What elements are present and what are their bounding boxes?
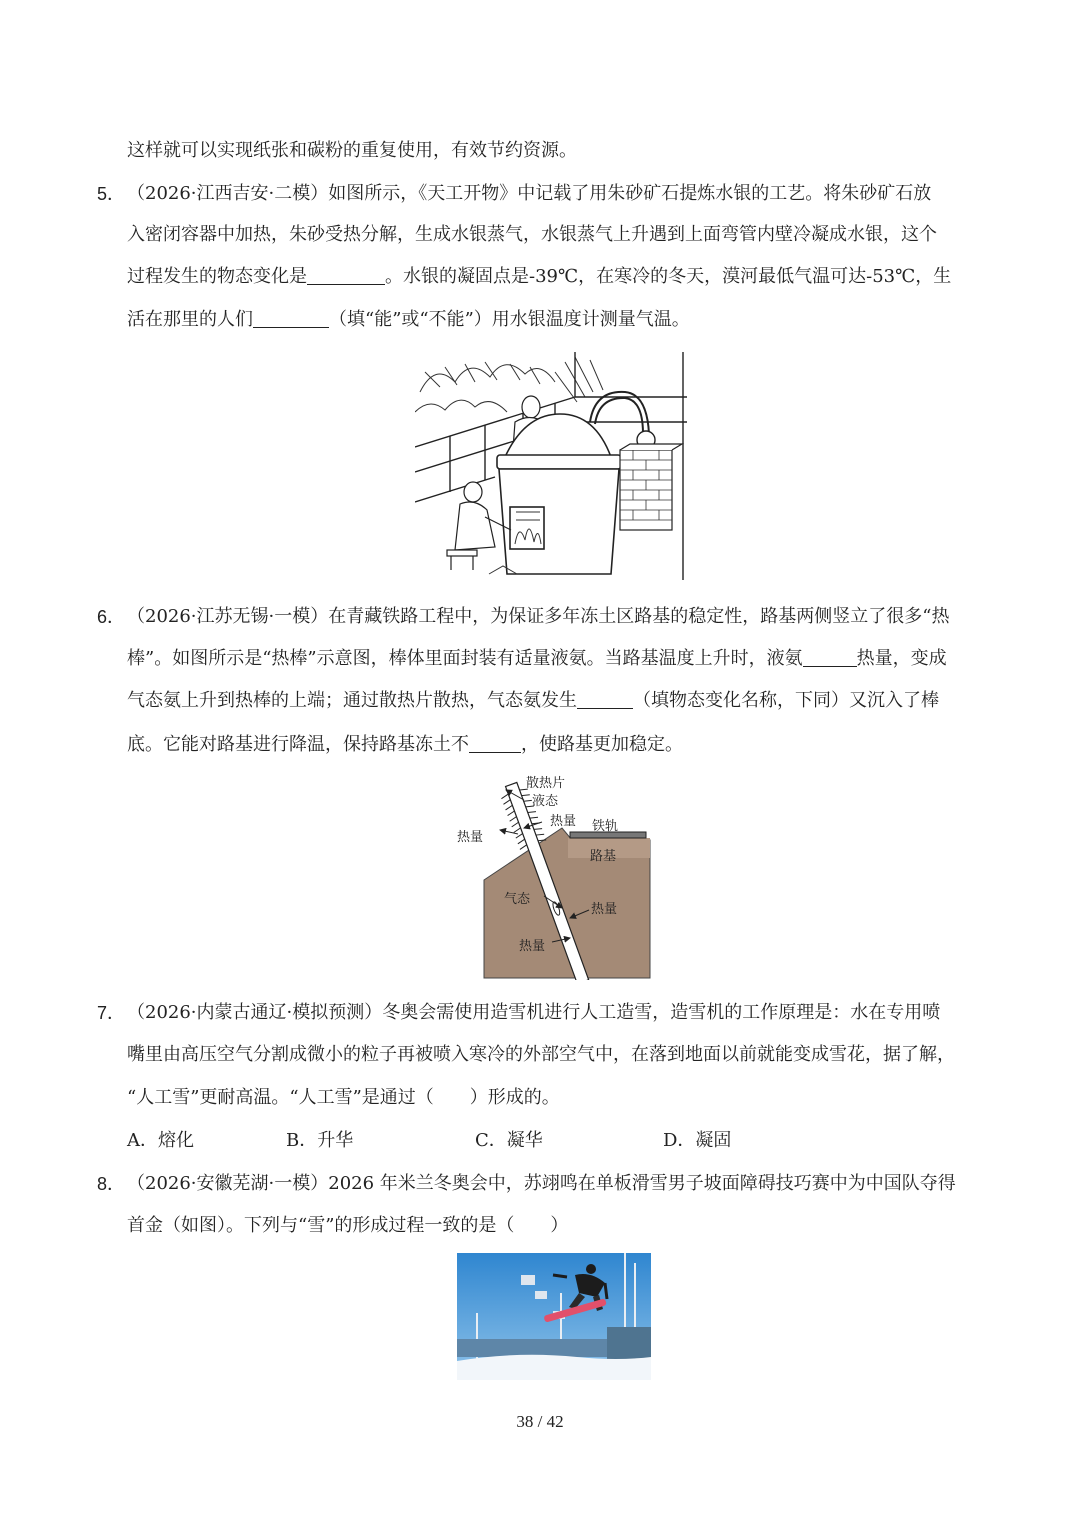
question-6-line-1: （2026·江苏无锡·一模）在青藏铁路工程中，为保证多年冻土区路基的稳定性，路基两侧竖立了很多“热 (127, 606, 950, 627)
question-8-number: 8． (97, 1174, 126, 1194)
option-c[interactable]: C．凝华 (475, 1130, 543, 1151)
question-6-line-3 (127, 688, 939, 714)
label-rail: 铁轨 (592, 819, 619, 834)
answer-blank-6a[interactable] (803, 647, 857, 667)
label-roadbed: 路基 (590, 849, 617, 864)
question-5-line-4 (127, 307, 690, 333)
option-a[interactable]: A．熔化 (127, 1130, 194, 1151)
page-indicator: 38 / 42 (516, 1412, 564, 1431)
question-6-line-2-part-b: 热量，变成 (856, 648, 947, 669)
question-6-line-2 (127, 646, 947, 672)
question-5-line-3-part-a: 过程发生的物态变化是 (127, 266, 307, 287)
heat-pipe-diagram (452, 770, 652, 980)
question-7-number: 7． (97, 1003, 126, 1023)
question-6-line-3-part-a: 气态氨上升到热棒的上端；通过散热片散热，气态氨发生 (127, 690, 577, 711)
question-6-line-4-part-b: ，使路基更加稳定。 (521, 734, 683, 755)
question-5-line-3-part-b: 。水银的凝固点是-39℃，在寒冷的冬天，漠河最低气温可达-53℃，生 (385, 266, 952, 287)
question-8-line-2: 首金（如图）。下列与“雪”的形成过程一致的是（ ） (127, 1215, 569, 1236)
option-b[interactable]: B．升华 (286, 1130, 354, 1151)
intro-line: 这样就可以实现纸张和碳粉的重复使用，有效节约资源。 (127, 140, 577, 161)
answer-blank-6b[interactable] (577, 689, 633, 709)
label-heat-mid-right: 热量 (591, 902, 618, 917)
label-heat-bottom: 热量 (519, 939, 546, 954)
question-5-line-3 (127, 264, 951, 290)
question-5-line-4-part-b: （填“能”或“不能”）用水银温度计测量气温。 (329, 309, 690, 330)
question-7-line-3: “人工雪”更耐高温。“人工雪”是通过（ ）形成的。 (127, 1087, 560, 1108)
mercury-refining-illustration (415, 352, 687, 580)
question-8-line-1: （2026·安徽芜湖·一模）2026 年米兰冬奥会中，苏翊鸣在单板滑雪男子坡面障碍技巧赛中为中国队夺得 (127, 1173, 956, 1194)
label-heat-left: 热量 (457, 830, 484, 845)
answer-blank-5a[interactable] (307, 265, 385, 285)
label-liquid: 液态 (532, 794, 559, 809)
question-5-line-4-part-a: 活在那里的人们 (127, 309, 253, 330)
label-fins: 散热片 (526, 776, 566, 791)
question-6-line-3-part-b: （填物态变化名称，下同）又沉入了棒 (633, 690, 939, 711)
question-6-line-4-part-a: 底。它能对路基进行降温，保持路基冻土不 (127, 734, 469, 755)
label-heat-top-right: 热量 (550, 814, 577, 829)
question-6-line-4 (127, 732, 683, 758)
question-5-line-2: 入密闭容器中加热，朱砂受热分解，生成水银蒸气，水银蒸气上升遇到上面弯管内壁冷凝成水银，这个 (127, 224, 937, 245)
answer-blank-5b[interactable] (253, 308, 329, 328)
question-7-line-2: 嘴里由高压空气分割成微小的粒子再被喷入寒冷的外部空气中，在落到地面以前就能变成雪花，据了解， (127, 1044, 955, 1065)
answer-blank-6c[interactable] (469, 733, 521, 753)
snowboarder-photo (457, 1253, 651, 1380)
option-d[interactable]: D．凝固 (663, 1130, 732, 1151)
label-gas: 气态 (504, 892, 531, 907)
question-5-number: 5． (97, 184, 126, 204)
question-5-line-1: （2026·江西吉安·二模）如图所示，《天工开物》中记载了用朱砂矿石提炼水银的工艺。将朱砂矿石放 (127, 183, 932, 204)
question-7-line-1: （2026·内蒙古通辽·模拟预测）冬奥会需使用造雪机进行人工造雪，造雪机的工作原理是：水在专用喷 (127, 1002, 941, 1023)
question-6-number: 6． (97, 607, 126, 627)
question-6-line-2-part-a: 棒”。如图所示是“热棒”示意图，棒体里面封装有适量液氨。当路基温度上升时，液氨 (127, 648, 803, 669)
